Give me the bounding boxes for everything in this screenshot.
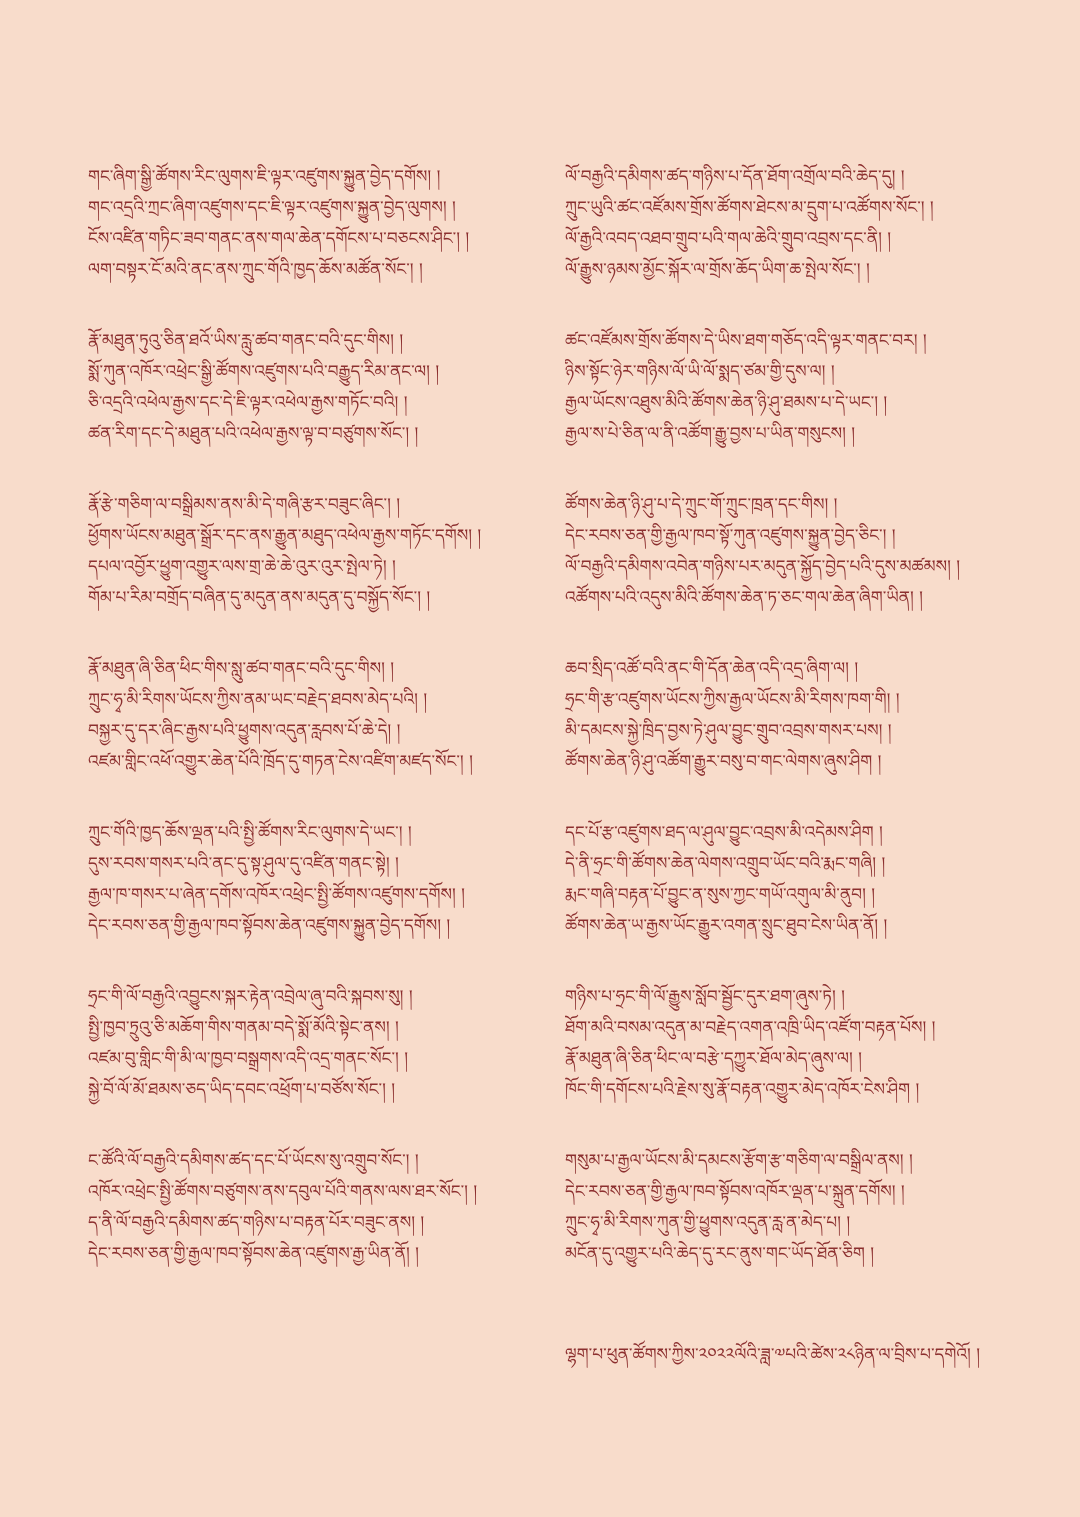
poem-line: ལག་བསྟར་ངོ་མའི་ནང་ནས་ཀྲུང་གོའི་ཁྱད་ཆོས་མཚོན་སོང་། །: [88, 260, 423, 280]
poem-line: རྒྱལ་ཡོངས་འཐུས་མིའི་ཚོགས་ཆེན་ཉི་ཤུ་ཐམས་པ་དེ་ཡང་། །: [565, 393, 888, 413]
poem-line: བསྐྱར་དུ་དར་ཞིང་རྒྱས་པའི་ཕྱུགས་འདུན་རླབས་པོ་ཆེ་དེ། །: [88, 721, 401, 741]
poem-stanza: [88, 982, 558, 1146]
poem-stanza: [88, 326, 558, 490]
poem-line: ཧྲང་གི་རྩ་འཛུགས་ཡོངས་ཀྱིས་རྒྱལ་ཡོངས་མི་རིགས་ཁག་གི། །: [565, 690, 900, 710]
poem-line: སྐྱེ་བོ་ལོ་མོ་ཐམས་ཅད་ཡིད་དབང་འཕྲོག་པ་བཙོས་སོང་། །: [88, 1080, 396, 1100]
poem-line: ཀྲུང་ཡུའི་ཚང་འཛོམས་གྲོས་ཚོགས་ཐེངས་མ་དྲུག་པ་འཚོགས་སོང་། །: [565, 198, 934, 218]
poem-line: རྣོ་མཐུན་ཞི་ཅིན་ཕིང་ལ་བརྩེ་དཀྱུར་ཐོལ་མེད་ཞུས་ལ། །: [565, 1049, 862, 1069]
poem-line: ཀྲུང་ཧྭ་མི་རིགས་ཀུན་གྱི་ཕྱུགས་འདུན་རླ་ན་མེད་པ། །: [565, 1213, 851, 1233]
poem-line: ཚོགས་ཆེན་ཡ་རྒྱས་ཡོང་རྒྱུར་འགན་སྲུང་ཐུབ་ངེས་ཡིན་ནོ། །: [565, 916, 888, 936]
poem-line: ལོ་བརྒྱའི་དམིགས་འབེན་གཉིས་པར་མདུན་སྐྱོད་བྱེད་པའི་དུས་མཚམས། །: [565, 557, 961, 577]
poem-line: ཆབ་སྲིད་འཚོ་བའི་ནང་གི་དོན་ཆེན་འདི་འདྲ་ཞིག་ལ། །: [565, 659, 859, 679]
poem-line: མངོན་དུ་འགྱུར་པའི་ཆེད་དུ་རང་ནུས་གང་ཡོད་ཐོན་ཅིག །: [565, 1244, 875, 1264]
poem-line: ཚན་རིག་དང་དེ་མཐུན་པའི་འཕེལ་རྒྱས་ལྟ་བ་བཙུགས་སོང་། །: [88, 424, 419, 444]
poem-line: ལོ་རྒྱུས་ཉམས་མྱོང་སྐོར་ལ་གྲོས་ཆོད་ཡིག་ཆ་སྤེལ་སོང་། །: [565, 260, 870, 280]
poem-line: དེང་རབས་ཅན་གྱི་རྒྱལ་ཁབ་སྟོབས་འཁོར་ལྡན་པ་སྐྲུན་དགོས། །: [565, 1182, 905, 1202]
poem-stanza: [565, 1146, 1035, 1310]
poem-line: ཚོགས་ཆེན་ཉི་ཤུ་འཚོག་རྒྱུར་བསུ་བ་གང་ལེགས་ཞུས་ཤིག །: [565, 752, 882, 772]
poem-line: སྤྱི་ཁྱབ་ཏྲུའུ་ཅི་མཆོག་གིས་གནམ་བདེ་སྨོ་མོའི་སྟེང་ནས། །: [88, 1018, 399, 1038]
poem-line: ཕྱོགས་ཡོངས་མཐུན་སྒྲོར་དང་ནས་རྒྱུན་མཐུད་འཕེལ་རྒྱས་གཏོང་དགོས། །: [88, 526, 482, 546]
poem-line: དེང་རབས་ཅན་གྱི་རྒྱལ་ཁབ་སྟོབས་ཆེན་འཛུགས་རྒྱ་ཡིན་ནོ། །: [88, 1244, 419, 1264]
poem-stanza: [88, 1146, 558, 1310]
poem-line: འཁོར་འཕྲེང་སྤྱི་ཚོགས་བཙུགས་ནས་དབུལ་པོའི་གནས་ལས་ཐར་སོང་། །: [88, 1182, 478, 1202]
poem-line: རྣོ་མཐུན་ཏུའུ་ཅིན་ཐའོ་ཡིས་རླུ་ཚབ་གནང་བའི་དུང་གིས། །: [88, 331, 404, 351]
poem-line: ཅི་འདྲའི་འཕེལ་རྒྱས་དང་དེ་ཇི་ལྟར་འཕེལ་རྒྱས་གཏོང་བའི། །: [88, 393, 408, 413]
poem-line: ལོ་རྒྱའི་འབད་འཐབ་གྲུབ་པའི་གལ་ཆེའི་གྲུབ་འབྲས་དང་ནི། །: [565, 229, 892, 249]
poem-line: གོམ་པ་རིམ་བགྲོད་བཞིན་དུ་མདུན་ནས་མདུན་དུ་བསྐྱོད་སོང་། །: [88, 588, 431, 608]
poem-line: རྨང་གཞི་བརྟན་པོ་བྱུང་ན་སུས་ཀྱང་གཡོ་འགུལ་མི་ནུབ། །: [565, 885, 876, 905]
poem-line: མི་དམངས་སྐྱེ་ཁྲིད་བྱས་ཏེ་ཤུལ་བྱུང་གྲུབ་འབྲས་གསར་པས། །: [565, 721, 892, 741]
poem-line: སྨོ་ཀུན་འཁོར་འཕྲེང་སྒྱི་ཚོགས་འཛུགས་པའི་བརྒྱུད་རིམ་ནང་ལ། །: [88, 362, 440, 382]
poem-line: གཉིས་པ་ཧྲང་གི་ལོ་རྒྱུས་སློབ་སྦྱོང་དུར་ཐག་ཞུས་ཏེ། །: [565, 987, 845, 1007]
poem-line: ཉིས་སྟོང་ཉེར་གཉིས་ལོ་ཡི་ལོ་སྨད་ཙམ་གྱི་དུས་ལ། །: [565, 362, 835, 382]
poem-line: ཀྲུང་ཧྭ་མི་རིགས་ཡོངས་ཀྱིས་ནམ་ཡང་བརྗེད་ཐབས་མེད་པའི། །: [88, 690, 428, 710]
poem-line: ད་ནི་ལོ་བརྒྱའི་དམིགས་ཚད་གཉིས་པ་བརྟན་པོར་བཟུང་ནས། །: [88, 1213, 425, 1233]
poem-stanza: [565, 326, 1035, 490]
colophon-signature: ལྷག་པ་ཕུན་ཚོགས་ཀྱིས་༢༠༢༢ལོའི་ཟླ་༧པའི་ཚེས་༢༨ཉིན་ལ་བྲིས་པ་དགེའོ། །: [565, 1345, 980, 1365]
poem-line: གསུམ་པ་རྒྱལ་ཡོངས་མི་དམངས་རྩོག་རྩ་གཅིག་ལ་བསྒྲིལ་ནས། །: [565, 1151, 913, 1171]
poem-line: དེང་རབས་ཅན་གྱི་རྒྱལ་ཁབ་སྟོ་ཀུན་འཛུགས་སྐྱུན་བྱེད་ཅིང་། །: [565, 526, 896, 546]
poem-line: དུས་རབས་གསར་པའི་ནང་དུ་སྟ་ཤུལ་དུ་འཛིན་གནང་སྟེ། །: [88, 854, 399, 874]
poem-line: རྣོ་མཐུན་ཞི་ཅིན་ཕིང་གིས་སླུ་ཚབ་གནང་བའི་དུང་གིས། །: [88, 659, 395, 679]
poem-line: དཔལ་འབྱོར་ཕྱུག་འགྱུར་ལས་གྲ་ཆེ་ཆེ་འུར་འུར་སྤེལ་ཏེ། །: [88, 557, 396, 577]
poem-stanza: [565, 982, 1035, 1146]
poem-line: ཀྲུང་གོའི་ཁྱད་ཆོས་ལྡན་པའི་སྤྱི་ཚོགས་རིང་ལུགས་དེ་ཡང་། །: [88, 823, 412, 843]
poem-line: དང་པོ་རྩ་འཛུགས་ཐད་ལ་ཤུལ་བྱུང་འབྲས་མི་འདེམས་ཤིག །: [565, 823, 883, 843]
poem-line: རྒྱལ་ས་པེ་ཅིན་ལ་ནི་འཚོག་རྒྱུ་བྱས་པ་ཡིན་གསུངས། །: [565, 424, 856, 444]
poem-line: ཧྲང་གི་ལོ་བརྒྱའི་འབྱུངས་སྐར་རྟེན་འབྲེལ་ཞུ་བའི་སྐབས་སུ། །: [88, 987, 413, 1007]
poem-stanza: [565, 490, 1035, 654]
poem-line: འཚོགས་པའི་འདུས་མིའི་ཚོགས་ཆེན་ཏ་ཅང་གལ་ཆེན་ཞིག་ཡིན། །: [565, 588, 923, 608]
poem-line: རྣོ་རྩེ་གཅིག་ལ་བསྒྲིམས་ནས་མི་དེ་གཞི་རྩར་བཟུང་ཞིང་། །: [88, 495, 401, 515]
poem-line: དེང་རབས་ཅན་གྱི་རྒྱལ་ཁབ་སྟོབས་ཆེན་འཛུགས་སྐྱུན་བྱེད་དགོས། །: [88, 916, 451, 936]
poem-line: ཚང་འཛོམས་གྲོས་ཚོགས་དེ་ཡིས་ཐག་གཅོད་འདི་ལྟར་གནང་བར། །: [565, 331, 927, 351]
poem-stanza: [88, 162, 558, 326]
poem-line: ཐོག་མའི་བསམ་འདུན་མ་བརྗེད་འགན་འཁྲི་ཡིད་འཛོག་བརྟན་པོས། །: [565, 1018, 936, 1038]
poem-line: ལོ་བརྒྱའི་དམིགས་ཚད་གཉིས་པ་དོན་ཐོག་འགྲོལ་བའི་ཆེད་དུ། །: [565, 167, 905, 187]
poem-stanza: [88, 490, 558, 654]
poem-stanza: [565, 654, 1035, 818]
poem-line: ཚོགས་ཆེན་ཉི་ཤུ་པ་དེ་ཀྲུང་གོ་ཀྲུང་ཁྲན་དང་གིས། །: [565, 495, 838, 515]
poem-line: གང་འདྲའི་ཀྲང་ཞིག་འཛུགས་དང་ཇི་ལྟར་འཛུགས་སྐྱུན་བྱེད་ལུགས། །: [88, 198, 456, 218]
poem-stanza: [565, 818, 1035, 982]
poem-stanza: [88, 654, 558, 818]
right-poem-column: [565, 162, 1035, 1310]
poem-line: འཛམ་བུ་གླིང་གི་མི་ལ་ཁྱབ་བསྒྲགས་འདི་འདྲ་གནང་སོང་། །: [88, 1049, 408, 1069]
poem-line: འཛམ་གླིང་འཕོ་འགྱུར་ཆེན་པོའི་ཁྲོད་དུ་གཏན་ངེས་འཛིག་མཛད་སོང་། །: [88, 752, 473, 772]
poem-stanza: [565, 162, 1035, 326]
left-poem-column: [88, 162, 558, 1310]
poem-line: གང་ཞིག་སྒྱི་ཚོགས་རིང་ལུགས་ཇི་ལྟར་འཛུགས་སྐྱུན་བྱེད་དགོས། །: [88, 167, 441, 187]
poem-line: ངོས་འཛིན་གཏིང་ཟབ་གནང་ནས་གལ་ཆེན་དགོངས་པ་བཅངས་ཤིང་། །: [88, 229, 470, 249]
poem-line: དེ་ནི་ཧྲང་གི་ཚོགས་ཆེན་ལེགས་འགྲུབ་ཡོང་བའི་རྨང་གཞི། །: [565, 854, 886, 874]
poem-stanza: [88, 818, 558, 982]
poem-line: རྒྱལ་ཁ་གསར་པ་ཞེན་དགོས་འཁོར་འཕྲེང་སྤྱི་ཚོགས་འཛུགས་དགོས། །: [88, 885, 465, 905]
poem-line: ཁོང་གི་དགོངས་པའི་རྗེས་སུ་རྣོ་བརྟན་འགྱུར་མེད་འཁོར་ངེས་ཤིག །: [565, 1080, 920, 1100]
poem-line: ང་ཚོའི་ལོ་བརྒྱའི་དམིགས་ཚད་དང་པོ་ཡོངས་སུ་འགྲུབ་སོང་། །: [88, 1151, 419, 1171]
